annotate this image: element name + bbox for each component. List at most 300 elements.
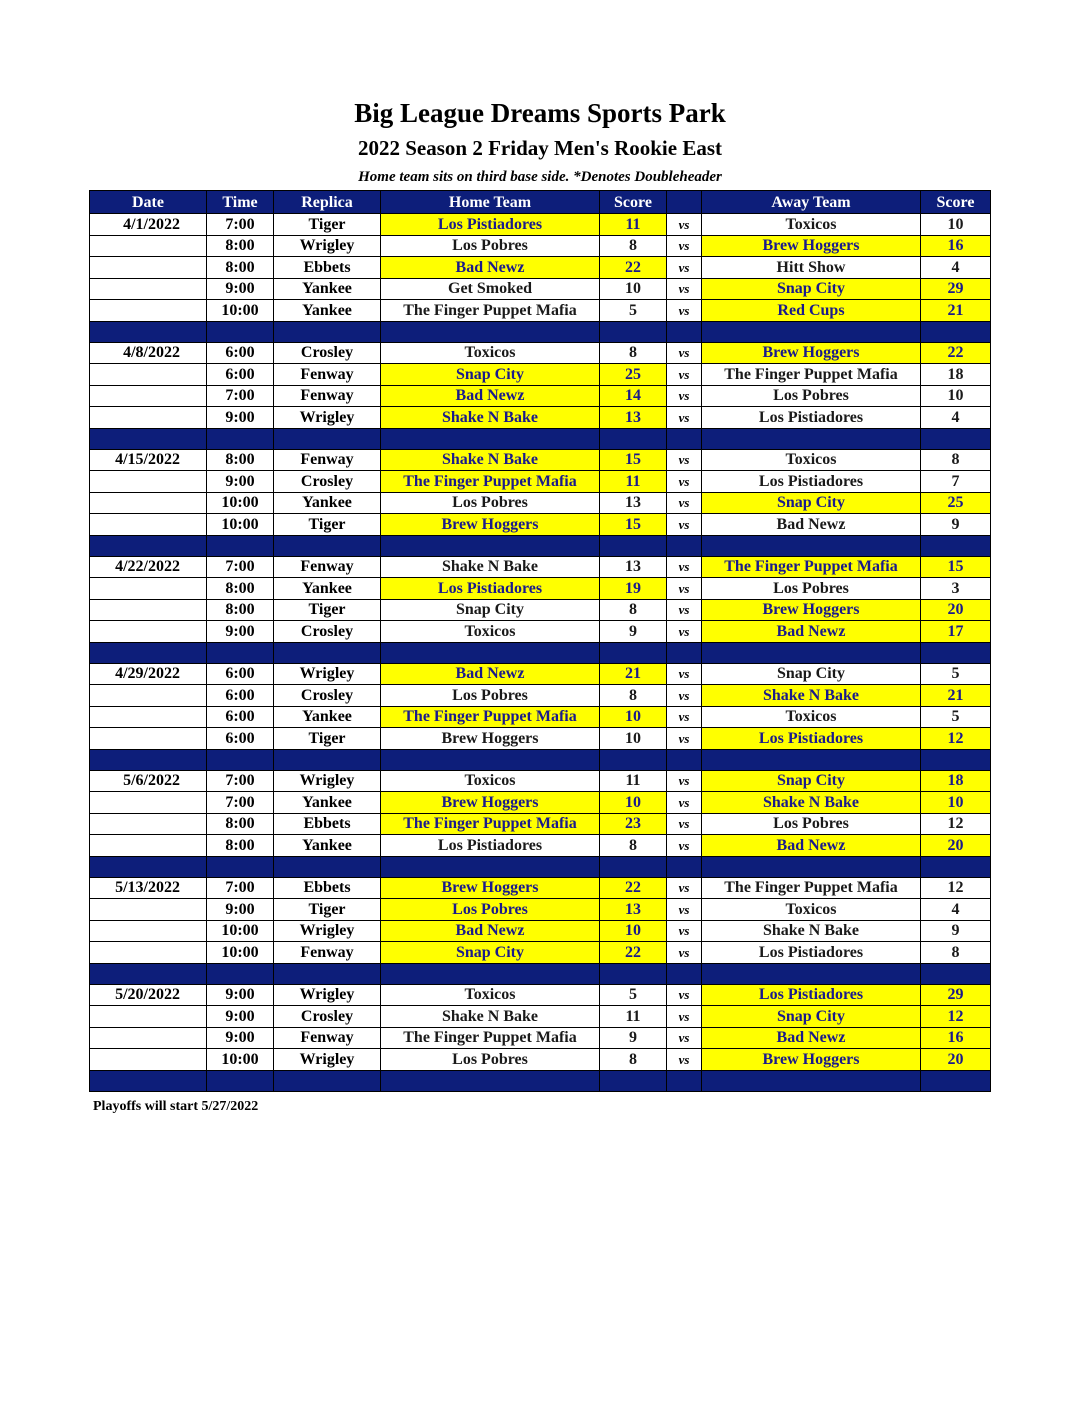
away-team: Los Pistiadores bbox=[702, 728, 921, 750]
game-date bbox=[90, 792, 207, 814]
home-team: Toxicos bbox=[381, 770, 600, 792]
game-time: 7:00 bbox=[207, 385, 274, 407]
game-time: 7:00 bbox=[207, 770, 274, 792]
game-date bbox=[90, 235, 207, 257]
game-replica: Ebbets bbox=[274, 257, 381, 279]
home-score: 10 bbox=[600, 706, 667, 728]
separator-cell bbox=[274, 428, 381, 449]
home-score: 5 bbox=[600, 984, 667, 1006]
game-row bbox=[90, 899, 991, 921]
game-row bbox=[90, 449, 991, 471]
week-separator bbox=[90, 749, 991, 770]
col-replica: Replica bbox=[274, 191, 381, 214]
game-time: 9:00 bbox=[207, 621, 274, 643]
game-row bbox=[90, 514, 991, 536]
away-score: 5 bbox=[921, 706, 991, 728]
away-team: The Finger Puppet Mafia bbox=[702, 364, 921, 386]
away-team: Brew Hoggers bbox=[702, 599, 921, 621]
separator-cell bbox=[207, 1070, 274, 1091]
separator-cell bbox=[207, 535, 274, 556]
game-time: 6:00 bbox=[207, 663, 274, 685]
game-replica: Yankee bbox=[274, 578, 381, 600]
away-score: 12 bbox=[921, 813, 991, 835]
away-team: Bad Newz bbox=[702, 1027, 921, 1049]
separator-cell bbox=[274, 535, 381, 556]
separator-cell bbox=[921, 642, 991, 663]
game-row bbox=[90, 599, 991, 621]
game-time: 8:00 bbox=[207, 257, 274, 279]
game-date bbox=[90, 942, 207, 964]
vs-label: vs bbox=[667, 342, 702, 364]
home-team: Brew Hoggers bbox=[381, 792, 600, 814]
separator-cell bbox=[667, 642, 702, 663]
vs-label: vs bbox=[667, 770, 702, 792]
vs-label: vs bbox=[667, 471, 702, 493]
separator-cell bbox=[90, 321, 207, 342]
game-replica: Yankee bbox=[274, 706, 381, 728]
page-title: Big League Dreams Sports Park bbox=[354, 98, 726, 128]
game-row bbox=[90, 385, 991, 407]
game-time: 9:00 bbox=[207, 984, 274, 1006]
away-team: Toxicos bbox=[702, 214, 921, 236]
home-score: 23 bbox=[600, 813, 667, 835]
page-subtitle: 2022 Season 2 Friday Men's Rookie East bbox=[357, 136, 722, 160]
game-replica: Ebbets bbox=[274, 813, 381, 835]
away-team: The Finger Puppet Mafia bbox=[702, 556, 921, 578]
game-time: 9:00 bbox=[207, 471, 274, 493]
away-score: 4 bbox=[921, 899, 991, 921]
game-row bbox=[90, 1049, 991, 1071]
game-date bbox=[90, 300, 207, 322]
separator-cell bbox=[90, 535, 207, 556]
away-team: Hitt Show bbox=[702, 257, 921, 279]
home-team: Bad Newz bbox=[381, 663, 600, 685]
game-row bbox=[90, 663, 991, 685]
game-row bbox=[90, 813, 991, 835]
separator-cell bbox=[921, 856, 991, 877]
game-time: 10:00 bbox=[207, 942, 274, 964]
away-team: Bad Newz bbox=[702, 621, 921, 643]
home-score: 22 bbox=[600, 257, 667, 279]
game-date bbox=[90, 385, 207, 407]
home-score: 8 bbox=[600, 342, 667, 364]
home-team: The Finger Puppet Mafia bbox=[381, 300, 600, 322]
vs-label: vs bbox=[667, 1006, 702, 1028]
home-score: 5 bbox=[600, 300, 667, 322]
home-score: 21 bbox=[600, 663, 667, 685]
home-team: Snap City bbox=[381, 364, 600, 386]
home-team: Snap City bbox=[381, 599, 600, 621]
home-score: 8 bbox=[600, 599, 667, 621]
week-separator bbox=[90, 428, 991, 449]
separator-cell bbox=[667, 428, 702, 449]
game-date bbox=[90, 257, 207, 279]
game-time: 9:00 bbox=[207, 1006, 274, 1028]
away-score: 18 bbox=[921, 770, 991, 792]
separator-cell bbox=[600, 749, 667, 770]
home-score: 8 bbox=[600, 1049, 667, 1071]
separator-cell bbox=[702, 535, 921, 556]
game-time: 9:00 bbox=[207, 278, 274, 300]
game-replica: Wrigley bbox=[274, 770, 381, 792]
away-team: Los Pistiadores bbox=[702, 942, 921, 964]
away-score: 16 bbox=[921, 1027, 991, 1049]
away-score: 10 bbox=[921, 385, 991, 407]
home-team: The Finger Puppet Mafia bbox=[381, 1027, 600, 1049]
separator-cell bbox=[702, 749, 921, 770]
game-date bbox=[90, 1027, 207, 1049]
game-time: 10:00 bbox=[207, 920, 274, 942]
away-team: Shake N Bake bbox=[702, 920, 921, 942]
home-team: Toxicos bbox=[381, 342, 600, 364]
game-time: 8:00 bbox=[207, 235, 274, 257]
vs-label: vs bbox=[667, 278, 702, 300]
separator-cell bbox=[207, 963, 274, 984]
away-team: Los Pistiadores bbox=[702, 407, 921, 429]
home-team: The Finger Puppet Mafia bbox=[381, 471, 600, 493]
game-replica: Tiger bbox=[274, 899, 381, 921]
away-score: 5 bbox=[921, 663, 991, 685]
game-date: 5/6/2022 bbox=[90, 770, 207, 792]
game-date: 4/15/2022 bbox=[90, 449, 207, 471]
home-score: 10 bbox=[600, 920, 667, 942]
away-score: 12 bbox=[921, 728, 991, 750]
separator-cell bbox=[667, 963, 702, 984]
home-score: 8 bbox=[600, 835, 667, 857]
away-team: Bad Newz bbox=[702, 514, 921, 536]
away-team: Los Pobres bbox=[702, 578, 921, 600]
game-replica: Wrigley bbox=[274, 920, 381, 942]
home-team: Toxicos bbox=[381, 984, 600, 1006]
away-team: Shake N Bake bbox=[702, 792, 921, 814]
away-score: 15 bbox=[921, 556, 991, 578]
game-row bbox=[90, 471, 991, 493]
home-score: 8 bbox=[600, 685, 667, 707]
separator-cell bbox=[921, 535, 991, 556]
away-score: 21 bbox=[921, 300, 991, 322]
home-score: 9 bbox=[600, 621, 667, 643]
away-score: 9 bbox=[921, 920, 991, 942]
separator-cell bbox=[274, 321, 381, 342]
away-score: 20 bbox=[921, 1049, 991, 1071]
away-score: 29 bbox=[921, 278, 991, 300]
game-replica: Fenway bbox=[274, 449, 381, 471]
home-team: Brew Hoggers bbox=[381, 877, 600, 899]
home-score: 11 bbox=[600, 1006, 667, 1028]
game-replica: Fenway bbox=[274, 385, 381, 407]
separator-cell bbox=[600, 428, 667, 449]
separator-cell bbox=[381, 1070, 600, 1091]
away-team: Toxicos bbox=[702, 449, 921, 471]
vs-label: vs bbox=[667, 1049, 702, 1071]
game-row bbox=[90, 877, 991, 899]
home-score: 10 bbox=[600, 278, 667, 300]
home-score: 9 bbox=[600, 1027, 667, 1049]
game-date bbox=[90, 813, 207, 835]
separator-cell bbox=[381, 428, 600, 449]
home-team: Los Pistiadores bbox=[381, 578, 600, 600]
away-team: Los Pistiadores bbox=[702, 471, 921, 493]
home-team: Los Pobres bbox=[381, 235, 600, 257]
away-score: 16 bbox=[921, 235, 991, 257]
game-time: 9:00 bbox=[207, 407, 274, 429]
game-row bbox=[90, 728, 991, 750]
home-score: 13 bbox=[600, 556, 667, 578]
separator-cell bbox=[274, 856, 381, 877]
away-team: Red Cups bbox=[702, 300, 921, 322]
game-date: 5/13/2022 bbox=[90, 877, 207, 899]
game-date bbox=[90, 728, 207, 750]
game-row bbox=[90, 492, 991, 514]
home-team: Los Pobres bbox=[381, 492, 600, 514]
game-row bbox=[90, 578, 991, 600]
game-row bbox=[90, 685, 991, 707]
home-team: Shake N Bake bbox=[381, 407, 600, 429]
game-replica: Yankee bbox=[274, 835, 381, 857]
vs-label: vs bbox=[667, 599, 702, 621]
game-time: 7:00 bbox=[207, 877, 274, 899]
separator-cell bbox=[702, 856, 921, 877]
away-score: 21 bbox=[921, 685, 991, 707]
away-score: 7 bbox=[921, 471, 991, 493]
away-team: Brew Hoggers bbox=[702, 235, 921, 257]
separator-cell bbox=[274, 963, 381, 984]
game-time: 7:00 bbox=[207, 792, 274, 814]
vs-label: vs bbox=[667, 813, 702, 835]
game-row bbox=[90, 257, 991, 279]
away-score: 8 bbox=[921, 942, 991, 964]
separator-cell bbox=[207, 749, 274, 770]
separator-cell bbox=[90, 1070, 207, 1091]
game-time: 10:00 bbox=[207, 492, 274, 514]
vs-label: vs bbox=[667, 556, 702, 578]
separator-cell bbox=[90, 428, 207, 449]
away-team: Shake N Bake bbox=[702, 685, 921, 707]
vs-label: vs bbox=[667, 877, 702, 899]
home-score: 19 bbox=[600, 578, 667, 600]
away-score: 10 bbox=[921, 792, 991, 814]
game-date bbox=[90, 278, 207, 300]
game-replica: Yankee bbox=[274, 792, 381, 814]
vs-label: vs bbox=[667, 385, 702, 407]
away-team: Los Pobres bbox=[702, 813, 921, 835]
vs-label: vs bbox=[667, 1027, 702, 1049]
game-date: 4/22/2022 bbox=[90, 556, 207, 578]
game-replica: Wrigley bbox=[274, 235, 381, 257]
game-row bbox=[90, 621, 991, 643]
vs-label: vs bbox=[667, 621, 702, 643]
away-team: Toxicos bbox=[702, 899, 921, 921]
game-time: 6:00 bbox=[207, 364, 274, 386]
vs-label: vs bbox=[667, 728, 702, 750]
game-time: 6:00 bbox=[207, 342, 274, 364]
away-team: Snap City bbox=[702, 278, 921, 300]
away-team: Bad Newz bbox=[702, 835, 921, 857]
separator-cell bbox=[90, 856, 207, 877]
game-row bbox=[90, 407, 991, 429]
away-score: 4 bbox=[921, 257, 991, 279]
game-date: 4/29/2022 bbox=[90, 663, 207, 685]
vs-label: vs bbox=[667, 300, 702, 322]
home-score: 15 bbox=[600, 449, 667, 471]
separator-cell bbox=[274, 749, 381, 770]
game-row bbox=[90, 214, 991, 236]
away-team: Brew Hoggers bbox=[702, 1049, 921, 1071]
separator-cell bbox=[921, 963, 991, 984]
game-replica: Fenway bbox=[274, 364, 381, 386]
game-date bbox=[90, 621, 207, 643]
home-team: Shake N Bake bbox=[381, 1006, 600, 1028]
game-replica: Tiger bbox=[274, 728, 381, 750]
vs-label: vs bbox=[667, 835, 702, 857]
vs-label: vs bbox=[667, 364, 702, 386]
game-time: 6:00 bbox=[207, 706, 274, 728]
game-time: 8:00 bbox=[207, 835, 274, 857]
game-row bbox=[90, 235, 991, 257]
week-separator bbox=[90, 535, 991, 556]
col-time: Time bbox=[207, 191, 274, 214]
away-score: 3 bbox=[921, 578, 991, 600]
separator-cell bbox=[702, 642, 921, 663]
game-replica: Crosley bbox=[274, 685, 381, 707]
game-replica: Yankee bbox=[274, 278, 381, 300]
home-team: Los Pobres bbox=[381, 1049, 600, 1071]
game-row bbox=[90, 770, 991, 792]
home-score: 11 bbox=[600, 770, 667, 792]
home-team: Brew Hoggers bbox=[381, 728, 600, 750]
vs-label: vs bbox=[667, 706, 702, 728]
game-replica: Tiger bbox=[274, 214, 381, 236]
col-vs bbox=[667, 191, 702, 214]
vs-label: vs bbox=[667, 449, 702, 471]
game-replica: Fenway bbox=[274, 1027, 381, 1049]
home-team: Los Pobres bbox=[381, 899, 600, 921]
separator-cell bbox=[381, 642, 600, 663]
home-score: 13 bbox=[600, 492, 667, 514]
separator-cell bbox=[600, 321, 667, 342]
col-away-team: Away Team bbox=[702, 191, 921, 214]
game-time: 8:00 bbox=[207, 599, 274, 621]
game-row bbox=[90, 984, 991, 1006]
vs-label: vs bbox=[667, 578, 702, 600]
separator-cell bbox=[600, 856, 667, 877]
game-date bbox=[90, 364, 207, 386]
game-replica: Ebbets bbox=[274, 877, 381, 899]
game-row bbox=[90, 920, 991, 942]
vs-label: vs bbox=[667, 235, 702, 257]
game-date bbox=[90, 1049, 207, 1071]
home-score: 22 bbox=[600, 877, 667, 899]
game-row bbox=[90, 556, 991, 578]
separator-cell bbox=[381, 856, 600, 877]
home-score: 22 bbox=[600, 942, 667, 964]
col-home-team: Home Team bbox=[381, 191, 600, 214]
game-date bbox=[90, 899, 207, 921]
game-replica: Crosley bbox=[274, 1006, 381, 1028]
game-date: 5/20/2022 bbox=[90, 984, 207, 1006]
game-row bbox=[90, 1006, 991, 1028]
game-time: 6:00 bbox=[207, 728, 274, 750]
home-team: Los Pistiadores bbox=[381, 835, 600, 857]
home-team: Snap City bbox=[381, 942, 600, 964]
separator-cell bbox=[90, 642, 207, 663]
separator-cell bbox=[381, 749, 600, 770]
away-team: Snap City bbox=[702, 1006, 921, 1028]
home-score: 11 bbox=[600, 471, 667, 493]
vs-label: vs bbox=[667, 257, 702, 279]
home-score: 14 bbox=[600, 385, 667, 407]
home-score: 15 bbox=[600, 514, 667, 536]
home-team: Los Pistiadores bbox=[381, 214, 600, 236]
separator-cell bbox=[667, 321, 702, 342]
separator-cell bbox=[381, 321, 600, 342]
separator-cell bbox=[90, 749, 207, 770]
schedule-note: Home team sits on third base side. *Denotes Doubleheader bbox=[358, 169, 722, 185]
header-row bbox=[90, 191, 991, 214]
separator-cell bbox=[600, 1070, 667, 1091]
game-time: 10:00 bbox=[207, 1049, 274, 1071]
game-row bbox=[90, 1027, 991, 1049]
game-date bbox=[90, 835, 207, 857]
game-date bbox=[90, 471, 207, 493]
home-team: Bad Newz bbox=[381, 385, 600, 407]
away-team: Brew Hoggers bbox=[702, 342, 921, 364]
separator-cell bbox=[207, 856, 274, 877]
game-row bbox=[90, 300, 991, 322]
home-team: The Finger Puppet Mafia bbox=[381, 706, 600, 728]
game-time: 8:00 bbox=[207, 578, 274, 600]
game-row bbox=[90, 942, 991, 964]
away-score: 25 bbox=[921, 492, 991, 514]
away-score: 9 bbox=[921, 514, 991, 536]
game-date bbox=[90, 920, 207, 942]
game-date bbox=[90, 407, 207, 429]
game-date bbox=[90, 1006, 207, 1028]
away-team: Snap City bbox=[702, 663, 921, 685]
home-team: The Finger Puppet Mafia bbox=[381, 813, 600, 835]
separator-cell bbox=[667, 749, 702, 770]
away-team: Los Pistiadores bbox=[702, 984, 921, 1006]
away-score: 20 bbox=[921, 599, 991, 621]
away-team: Snap City bbox=[702, 770, 921, 792]
separator-cell bbox=[921, 428, 991, 449]
game-replica: Tiger bbox=[274, 599, 381, 621]
separator-cell bbox=[702, 963, 921, 984]
week-separator bbox=[90, 1070, 991, 1091]
vs-label: vs bbox=[667, 514, 702, 536]
game-date: 4/8/2022 bbox=[90, 342, 207, 364]
game-date bbox=[90, 599, 207, 621]
away-score: 29 bbox=[921, 984, 991, 1006]
game-time: 10:00 bbox=[207, 514, 274, 536]
home-team: Shake N Bake bbox=[381, 449, 600, 471]
separator-cell bbox=[274, 1070, 381, 1091]
separator-cell bbox=[921, 749, 991, 770]
away-score: 18 bbox=[921, 364, 991, 386]
separator-cell bbox=[702, 428, 921, 449]
away-team: Los Pobres bbox=[702, 385, 921, 407]
away-score: 4 bbox=[921, 407, 991, 429]
away-team: Toxicos bbox=[702, 706, 921, 728]
col-date: Date bbox=[90, 191, 207, 214]
game-time: 10:00 bbox=[207, 300, 274, 322]
game-time: 7:00 bbox=[207, 556, 274, 578]
separator-cell bbox=[274, 642, 381, 663]
home-score: 10 bbox=[600, 728, 667, 750]
home-score: 13 bbox=[600, 899, 667, 921]
week-separator bbox=[90, 856, 991, 877]
home-team: Shake N Bake bbox=[381, 556, 600, 578]
